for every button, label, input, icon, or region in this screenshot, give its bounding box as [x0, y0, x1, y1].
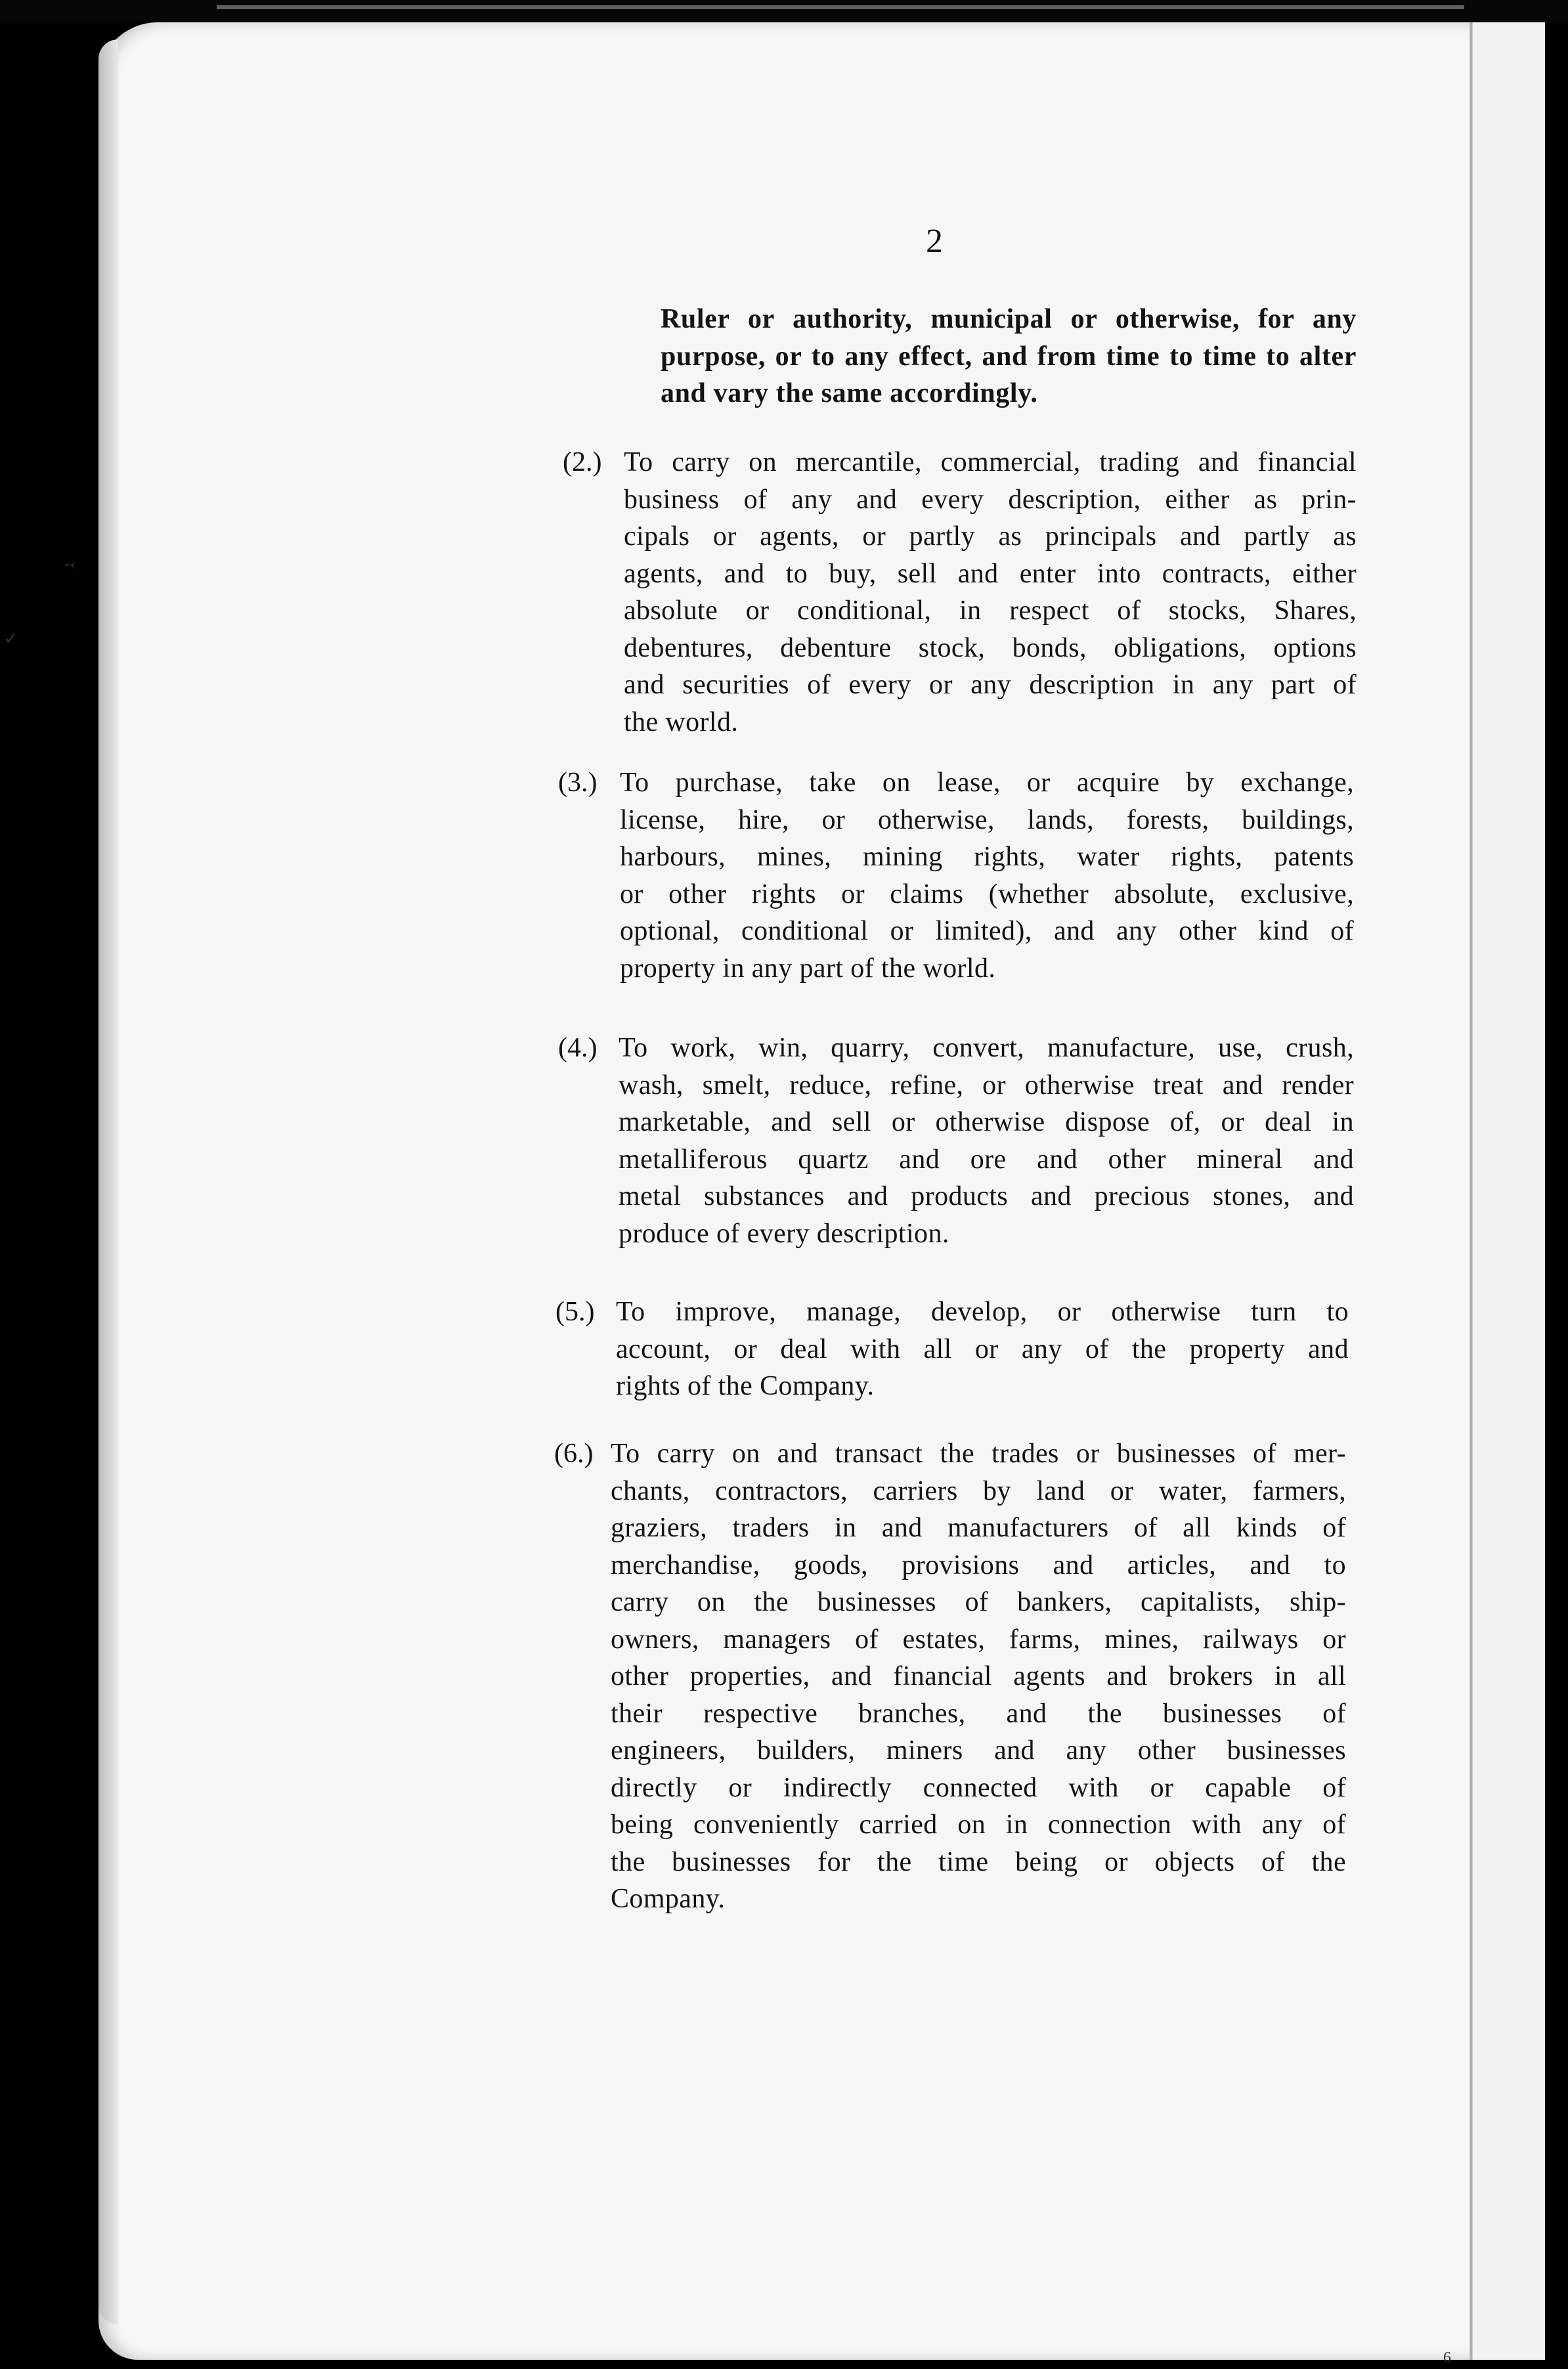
text-line: optional, conditional or limited), and any other kind of: [620, 916, 1354, 946]
text-line: cipals or agents, or partly as principals and partly as: [624, 521, 1357, 552]
text-line: debentures, debenture stock, bonds, obligations, options: [624, 632, 1357, 663]
text-line: metal substances and products and precious stones, and: [619, 1181, 1354, 1211]
text-line: chants, contractors, carriers by land or water, farmers,: [611, 1475, 1346, 1506]
margin-mark: -‹: [64, 554, 76, 573]
text-line: To carry on mercantile, commercial, trading and financial: [624, 447, 1357, 477]
text-line: license, hire, or otherwise, lands, forests, buildings,: [620, 804, 1354, 835]
margin-mark: 6: [1443, 2349, 1451, 2366]
text-line: the world.: [624, 706, 739, 737]
text-line: metalliferous quartz and ore and other mineral and: [619, 1144, 1354, 1175]
text-line: To carry on and transact the trades or businesses of mer-: [611, 1439, 1346, 1469]
text-line: their respective branches, and the businesses of: [611, 1698, 1346, 1729]
scan-top-border: [0, 0, 1568, 22]
text-line: the businesses for the time being or objects of the: [611, 1846, 1346, 1877]
margin-mark: ✓: [4, 629, 18, 648]
text-line: absolute or conditional, in respect of stocks, Shares,: [624, 596, 1357, 626]
text-line: engineers, builders, miners and any other businesses: [611, 1735, 1346, 1766]
text-line: carry on the businesses of bankers, capitalists, ship-: [611, 1587, 1346, 1617]
text-line: agents, and to buy, sell and enter into contracts, either: [624, 558, 1357, 589]
text-line: property in any part of the world.: [620, 953, 996, 984]
clause-number: (3.): [558, 768, 598, 798]
clause-number: (5.): [555, 1297, 595, 1327]
clause-number: (6.): [554, 1439, 594, 1469]
text-line: To work, win, quarry, convert, manufacture, use, crush,: [619, 1033, 1354, 1063]
text-line: To improve, manage, develop, or otherwise turn to: [616, 1297, 1349, 1327]
clause-number: (2.): [563, 447, 602, 477]
text-line: account, or deal with all or any of the property and: [616, 1334, 1349, 1364]
text-line: business of any and every description, either as prin-: [624, 484, 1357, 515]
clause-text: [624, 444, 1357, 741]
clause-text: [611, 1435, 1346, 1918]
clause-text: [619, 1030, 1354, 1252]
text-line: merchandise, goods, provisions and articles, and to: [611, 1550, 1346, 1580]
text-line: Company.: [611, 1884, 726, 1914]
text-line: To purchase, take on lease, or acquire by exchange,: [620, 768, 1354, 798]
text-line: marketable, and sell or otherwise dispose of, or deal in: [619, 1107, 1354, 1137]
text-line: produce of every description.: [619, 1218, 949, 1249]
clause-text: [616, 1293, 1349, 1405]
text-line: and vary the same accordingly.: [661, 378, 1038, 408]
text-line: Ruler or authority, municipal or otherwise, for any: [661, 304, 1357, 334]
page-number: 2: [926, 223, 944, 260]
text-line: and securities of every or any description in any part of: [624, 670, 1357, 700]
text-line: harbours, mines, mining rights, water rights, patents: [620, 842, 1354, 872]
text-line: other properties, and financial agents and brokers in all: [611, 1661, 1346, 1691]
clause-number: (4.): [558, 1033, 598, 1063]
intro-paragraph: [661, 301, 1357, 412]
next-page-strip: [1473, 22, 1545, 2360]
scan-top-line: [217, 5, 1464, 9]
page-left-edge-shadow: [98, 39, 118, 2324]
text-line: rights of the Company.: [616, 1371, 875, 1401]
text-line: owners, managers of estates, farms, mines, railways or: [611, 1624, 1346, 1655]
text-line: wash, smelt, reduce, refine, or otherwise treat and render: [619, 1070, 1354, 1100]
text-line: purpose, or to any effect, and from time to time to alter: [661, 341, 1357, 372]
clause-text: [620, 764, 1354, 987]
text-line: being conveniently carried on in connection with any of: [611, 1810, 1346, 1840]
text-line: graziers, traders in and manufacturers of all kinds of: [611, 1513, 1346, 1543]
text-line: or other rights or claims (whether absolute, exclusive,: [620, 879, 1354, 909]
text-line: directly or indirectly connected with or capable of: [611, 1772, 1346, 1803]
